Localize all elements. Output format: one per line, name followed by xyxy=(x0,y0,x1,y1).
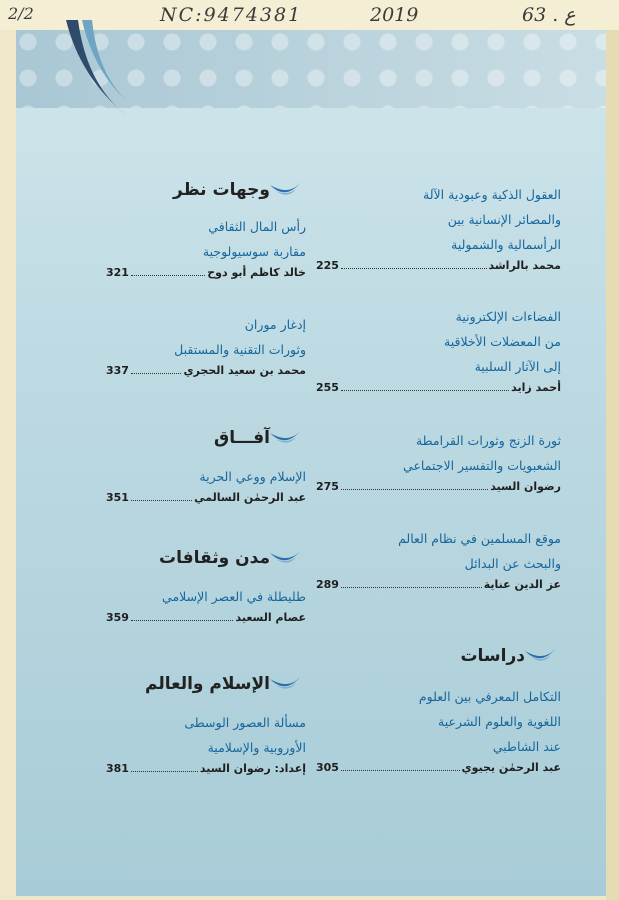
entry-author: عصام السعيد xyxy=(235,611,306,624)
leader-dots xyxy=(131,771,198,772)
section-heading xyxy=(159,548,306,568)
leader-dots xyxy=(341,268,487,269)
section-heading xyxy=(460,646,561,666)
leader-dots xyxy=(131,620,234,621)
leader-dots xyxy=(131,500,192,501)
entry-title-line: والمصائر الإنسانية بين xyxy=(447,212,561,227)
swoosh-arrow-icon xyxy=(270,551,300,565)
toc-entry[interactable] xyxy=(106,464,306,504)
section-heading xyxy=(173,180,306,200)
entry-title-line: العقول الذكية وعبودية الآلة xyxy=(423,187,561,202)
toc-entry[interactable] xyxy=(316,304,561,394)
leader-dots xyxy=(341,587,482,588)
swoosh-arrow-icon xyxy=(270,183,300,197)
entry-title-line: الأوروبية والإسلامية xyxy=(207,740,306,755)
entry-title-line: الإسلام ووعي الحرية xyxy=(199,469,306,484)
entry-title-line: مقاربة سوسيولوجية xyxy=(202,244,306,259)
section-heading xyxy=(145,674,306,694)
author-row xyxy=(316,578,561,591)
entry-author: خالد كاظم أبو دوح xyxy=(207,266,306,279)
entry-title-line: ثورة الزنج وثورات القرامطة xyxy=(415,433,561,448)
toc-entry[interactable] xyxy=(106,214,306,279)
toc-entry[interactable] xyxy=(316,182,561,272)
section-title: آفـــاق xyxy=(214,428,270,448)
toc-entry[interactable] xyxy=(106,584,306,624)
entry-title-line: طليطلة في العصر الإسلامي xyxy=(162,589,306,604)
entry-author: محمد بن سعيد الحجري xyxy=(183,364,306,377)
entry-page: 289 xyxy=(316,578,339,591)
author-row xyxy=(106,364,306,377)
entry-author: عز الدين عناية xyxy=(483,578,561,591)
paper-edge xyxy=(606,30,619,900)
entry-author: عبد الرحمٰن السالمي xyxy=(194,491,306,504)
entry-title-line: مسألة العصور الوسطى xyxy=(184,715,306,730)
entry-author: محمد بالراشد xyxy=(488,259,561,272)
swoosh-arrow-icon xyxy=(270,431,300,445)
entry-title-line: التكامل المعرفي بين العلوم xyxy=(418,689,561,704)
swoosh-logo-icon xyxy=(56,20,126,120)
entry-title-line: موقع المسلمين في نظام العالم xyxy=(398,531,561,546)
entry-author: أحمد زايد xyxy=(511,381,561,394)
author-row xyxy=(316,480,561,493)
entry-title-line: من المعضلات الأخلاقية xyxy=(444,334,561,349)
entry-page: 275 xyxy=(316,480,339,493)
author-row xyxy=(106,491,306,504)
contents-page xyxy=(16,30,606,896)
swoosh-arrow-icon xyxy=(270,677,300,691)
entry-title-line: الرأسمالية والشمولية xyxy=(451,237,561,252)
leader-dots xyxy=(131,373,181,374)
entry-title-line: رأس المال الثقافي xyxy=(208,219,306,234)
entry-page: 321 xyxy=(106,266,129,279)
entry-page: 255 xyxy=(316,381,339,394)
toc-entry[interactable] xyxy=(316,526,561,591)
toc-entry[interactable] xyxy=(316,428,561,493)
author-row xyxy=(316,381,561,394)
handwritten-year: 2019 xyxy=(370,4,419,26)
toc-entry[interactable] xyxy=(106,710,306,775)
section-heading xyxy=(214,428,306,448)
entry-author: رضوان السيد xyxy=(490,480,561,493)
entry-title-line: وثورات التقنية والمستقبل xyxy=(174,342,306,357)
entry-page: 337 xyxy=(106,364,129,377)
entry-title-line: عند الشاطبي xyxy=(492,739,561,754)
author-row xyxy=(106,762,306,775)
handwritten-page: 63 . ع xyxy=(522,4,576,26)
author-row xyxy=(106,266,306,279)
handwritten-fraction: 2/2 xyxy=(8,4,34,23)
entry-title-line: إلى الآثار السلبية xyxy=(474,359,561,374)
author-row xyxy=(106,611,306,624)
leader-dots xyxy=(341,390,509,391)
entry-title-line: الفضاءات الإلكترونية xyxy=(455,309,561,324)
toc-entry[interactable] xyxy=(316,684,561,774)
leader-dots xyxy=(131,275,205,276)
entry-author: إعداد: رضوان السيد xyxy=(199,762,306,775)
author-row xyxy=(316,761,561,774)
section-title: الإسلام والعالم xyxy=(145,674,270,694)
leader-dots xyxy=(341,770,460,771)
swoosh-arrow-icon xyxy=(525,649,555,663)
entry-title-line: والبحث عن البدائل xyxy=(464,556,561,571)
entry-title-line: الشعبويات والتفسير الاجتماعي xyxy=(403,458,561,473)
section-title: مدن وثقافات xyxy=(159,548,270,568)
entry-page: 305 xyxy=(316,761,339,774)
entry-title-line: إدغار موران xyxy=(244,317,306,332)
entry-page: 225 xyxy=(316,259,339,272)
section-title: دراسات xyxy=(460,646,525,666)
entry-page: 359 xyxy=(106,611,129,624)
leader-dots xyxy=(341,489,488,490)
entry-title-line: اللغوية والعلوم الشرعية xyxy=(438,714,561,729)
handwritten-code: NC:9474381 xyxy=(160,4,303,26)
author-row xyxy=(316,259,561,272)
entry-page: 351 xyxy=(106,491,129,504)
section-title: وجهات نظر xyxy=(173,180,270,200)
entry-author: عبد الرحمٰن يجيوي xyxy=(461,761,561,774)
toc-entry[interactable] xyxy=(106,312,306,377)
entry-page: 381 xyxy=(106,762,129,775)
